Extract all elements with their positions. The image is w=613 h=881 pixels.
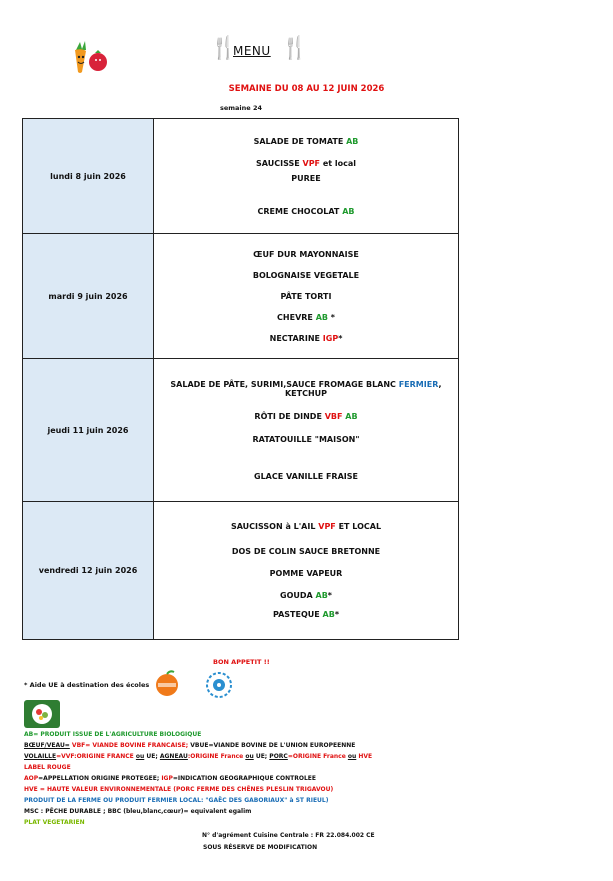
dish: CHEVRE AB * — [277, 312, 335, 322]
day-row — [23, 359, 459, 502]
vegetarian-plate-icon — [24, 700, 60, 732]
dish: SAUCISSON à L'AIL VPF ET LOCAL — [230, 522, 382, 531]
dishes-cell — [154, 359, 459, 502]
dish: ŒUF DUR MAYONNAISE — [253, 249, 359, 259]
legend-vegetarien: PLAT VEGETARIEN — [24, 819, 85, 826]
dishes-cell — [154, 119, 459, 234]
day-cell: vendredi 12 juin 2026 — [23, 502, 154, 640]
dish: RÔTI DE DINDE VBF AB — [254, 411, 358, 421]
agrement-number: N° d'agrément Cuisine Centrale : FR 22.084.002 CE — [202, 832, 375, 839]
dish: RATATOUILLE "MAISON" — [252, 434, 360, 444]
vegetable-logo — [70, 40, 110, 76]
milk-school-logo — [202, 670, 236, 704]
dish: SALADE DE PÂTE, SURIMI,SAUCE FROMAGE BLANC FERMIER, KETCHUP — [170, 379, 442, 398]
dish: DOS DE COLIN SAUCE BRETONNE — [231, 547, 381, 556]
day-cell: lundi 8 juin 2026 — [23, 119, 154, 234]
day-row — [23, 119, 459, 234]
day-row — [23, 234, 459, 359]
fork-knife-icon-right: 🍴 — [281, 36, 309, 61]
dish: GLACE VANILLE FRAISE — [254, 471, 358, 481]
aid-note: * Aide UE à destination des écoles — [24, 681, 150, 689]
fruit-school-logo — [152, 670, 184, 702]
legend-ferme: PRODUIT DE LA FERME OU PRODUIT FERMIER LOCAL: "GAËC DES GABORIAUX" à ST RIEUL) — [24, 797, 329, 804]
legend-msc: MSC : PÊCHE DURABLE ; BBC (bleu,blanc,cœur)= equivalent egalim — [24, 808, 252, 815]
day-row — [23, 502, 459, 640]
dish: POMME VAPEUR — [269, 569, 343, 578]
menu-table — [22, 118, 459, 640]
week-number: semaine 24 — [220, 104, 263, 112]
dish: SALADE DE TOMATE AB — [253, 136, 359, 146]
legend-hve: HVE = HAUTE VALEUR ENVIRONNEMENTALE (PORC FERME DES CHÊNES PLESLIN TRIGAVOU) — [24, 786, 334, 793]
dishes-cell — [154, 234, 459, 359]
dish: PÂTE TORTI — [280, 291, 332, 301]
day-cell: jeudi 11 juin 2026 — [23, 359, 154, 502]
legend-aop-igp: AOP=APPELLATION ORIGINE PROTEGEE; IGP=INDICATION GEOGRAPHIQUE CONTROLEE — [24, 775, 316, 782]
day-cell: mardi 9 juin 2026 — [23, 234, 154, 359]
legend-boeuf: BŒUF/VEAU= VBF= VIANDE BOVINE FRANCAISE; VBUE=VIANDE BOVINE DE L'UNION EUROPEENNE — [24, 742, 356, 749]
page-title: MENU — [233, 44, 271, 58]
dish: CREME CHOCOLAT AB — [257, 206, 355, 216]
bon-appetit: BON APPETIT !! — [213, 658, 270, 666]
legend-volaille: VOLAILLE=VVF:ORIGINE FRANCE ou UE; AGNEAU:ORIGINE France ou UE; PORC=ORIGINE France ou HVE — [24, 753, 373, 760]
dish: BOLOGNAISE VEGETALE — [252, 270, 360, 280]
dish: GOUDA AB* — [280, 591, 332, 600]
dishes-cell — [154, 502, 459, 640]
week-range: SEMAINE DU 08 AU 12 JUIN 2026 — [228, 84, 385, 94]
dish: PASTEQUE AB* — [272, 610, 340, 619]
legend-label-rouge: LABEL ROUGE — [24, 764, 71, 771]
dish: NECTARINE IGP* — [269, 333, 343, 343]
dish: SAUCISSE VPF et local — [256, 158, 356, 168]
dish: PUREE — [291, 173, 321, 183]
legend-ab: AB= PRODUIT ISSUE DE L'AGRICULTURE BIOLOGIQUE — [24, 731, 202, 738]
fork-knife-icon-left: 🍴 — [210, 36, 238, 61]
modification-notice: SOUS RÉSERVE DE MODIFICATION — [203, 844, 318, 851]
